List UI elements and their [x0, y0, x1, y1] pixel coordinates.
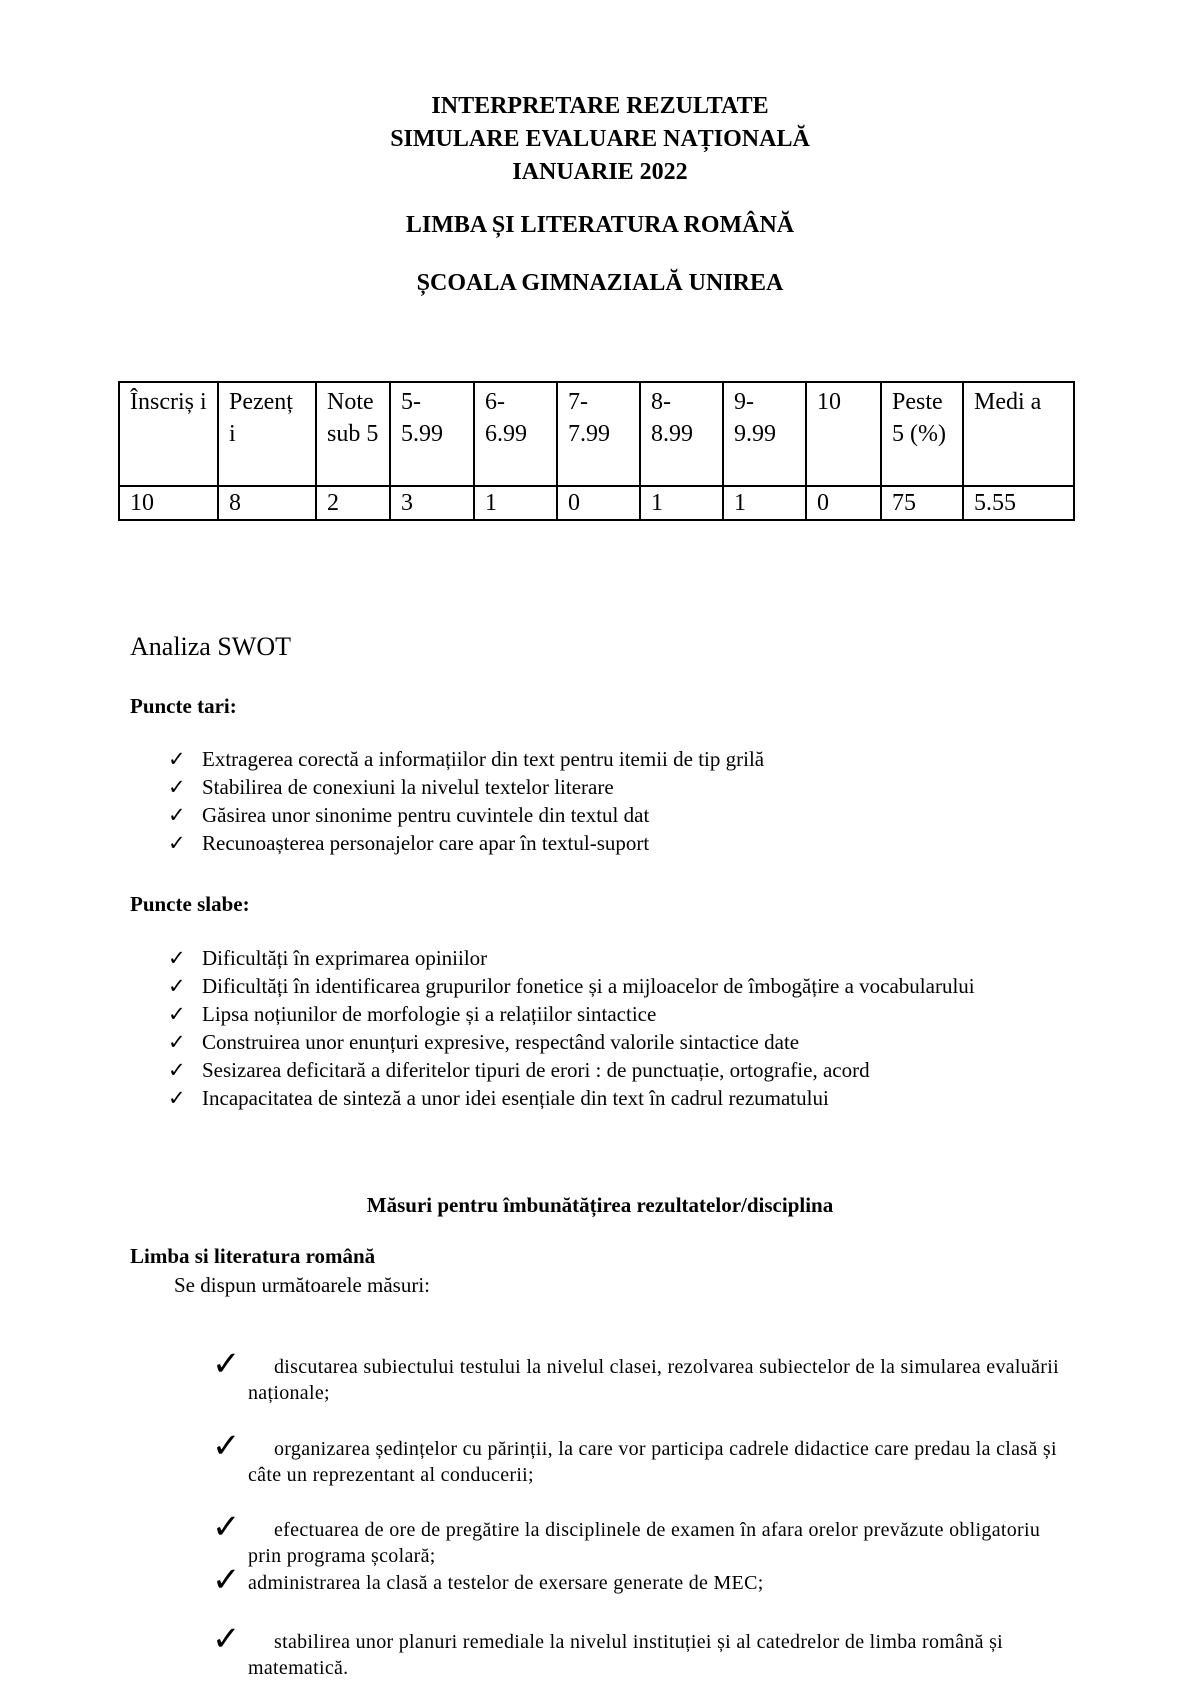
table-values-row — [119, 486, 1074, 520]
measure-text: administrarea la clasă a testelor de exersare generate de MEC; — [248, 1572, 764, 1594]
list-item-text: Stabilirea de conexiuni la nivelul textelor literare — [202, 775, 614, 799]
header-cell: Note sub 5 — [316, 382, 390, 486]
value-cell: 10 — [119, 486, 218, 520]
check-icon: ✓ — [212, 1621, 241, 1658]
check-icon: ✓ — [168, 831, 186, 855]
check-icon: ✓ — [168, 974, 186, 998]
document-title — [0, 90, 1200, 189]
measure-text: stabilirea unor planuri remediale la nivelul instituției și al catedrelor de limba română și matematică. — [248, 1631, 1004, 1679]
measure-item — [212, 1562, 1072, 1599]
header-cell: 9- 9.99 — [723, 382, 806, 486]
header-cell: 5- 5.99 — [390, 382, 474, 486]
title-line-1: INTERPRETARE REZULTATE — [431, 93, 769, 119]
check-icon: ✓ — [212, 1509, 241, 1546]
measure-item — [212, 1621, 1072, 1681]
list-item — [168, 1084, 988, 1112]
measure-text: discutarea subiectului testului la nivelul clasei, rezolvarea subiectelor de la simularea evaluării naționale; — [248, 1356, 1059, 1404]
check-icon: ✓ — [212, 1346, 241, 1383]
check-icon: ✓ — [168, 1086, 186, 1110]
value-cell: 2 — [316, 486, 390, 520]
list-item-text: Sesizarea deficitară a diferitelor tipuri de erori : de punctuație, ortografie, acord — [202, 1058, 870, 1082]
list-item — [168, 773, 1088, 801]
header-cell: 8- 8.99 — [640, 382, 723, 486]
check-icon: ✓ — [168, 775, 186, 799]
check-icon: ✓ — [168, 1058, 186, 1082]
measure-item — [212, 1509, 1072, 1569]
title-line-2: SIMULARE EVALUARE NAȚIONALĂ — [390, 126, 810, 152]
check-icon: ✓ — [212, 1428, 241, 1465]
list-item-text: Incapacitatea de sinteză a unor idei esențiale din text în cadrul rezumatului — [202, 1086, 829, 1110]
measures-subject: Limba si literatura română — [130, 1244, 376, 1268]
header-cell: 10 — [806, 382, 881, 486]
value-cell: 0 — [806, 486, 881, 520]
check-icon: ✓ — [168, 803, 186, 827]
value-cell: 0 — [557, 486, 640, 520]
weaknesses-heading: Puncte slabe: — [130, 892, 250, 916]
list-item — [168, 829, 1088, 857]
check-icon: ✓ — [168, 1002, 186, 1026]
strengths-list — [168, 745, 1088, 857]
list-item-text: Dificultăți în identificarea grupurilor fonetice și a mijloacelor de îmbogățire a vocabularului — [202, 974, 975, 998]
header-cell: Înscriș i — [119, 382, 218, 486]
strengths-heading: Puncte tari: — [130, 694, 237, 718]
list-item-text: Găsirea unor sinonime pentru cuvintele din textul dat — [202, 803, 650, 827]
list-item-text: Recunoașterea personajelor care apar în textul-suport — [202, 831, 650, 855]
check-icon: ✓ — [168, 747, 186, 771]
value-cell: 5.55 — [963, 486, 1074, 520]
table-header-row — [119, 382, 1074, 486]
list-item-text: Construirea unor enunțuri expresive, respectând valorile sintactice date — [202, 1030, 800, 1054]
school-title: ȘCOALA GIMNAZIALĂ UNIREA — [416, 270, 784, 296]
weaknesses-list — [168, 944, 988, 1112]
header-cell: 7- 7.99 — [557, 382, 640, 486]
header-cell: Peste 5 (%) — [881, 382, 963, 486]
value-cell: 75 — [881, 486, 963, 520]
header-cell: Medi a — [963, 382, 1074, 486]
list-item — [168, 745, 1088, 773]
measure-item — [212, 1428, 1072, 1488]
measure-text: efectuarea de ore de pregătire la disciplinele de examen în afara orelor prevăzute obligatoriu prin programa școlară; — [248, 1519, 1041, 1567]
list-item — [168, 1028, 988, 1056]
header-cell: Pezenț i — [218, 382, 316, 486]
measures-title: Măsuri pentru îmbunătățirea rezultatelor/disciplina — [366, 1193, 834, 1217]
list-item-text: Lipsa noțiunilor de morfologie și a relațiilor sintactice — [202, 1002, 657, 1026]
measures-intro: Se dispun următoarele măsuri: — [174, 1273, 431, 1297]
list-item — [168, 972, 988, 1000]
measure-item — [212, 1346, 1072, 1406]
list-item — [168, 1000, 988, 1028]
subject-title: LIMBA ȘI LITERATURA ROMÂNĂ — [405, 212, 795, 238]
value-cell: 3 — [390, 486, 474, 520]
list-item-text: Extragerea corectă a informațiilor din text pentru itemii de tip grilă — [202, 747, 765, 771]
value-cell: 1 — [723, 486, 806, 520]
check-icon: ✓ — [168, 1030, 186, 1054]
value-cell: 1 — [640, 486, 723, 520]
results-table — [118, 381, 1075, 521]
list-item — [168, 944, 988, 972]
header-cell: 6- 6.99 — [474, 382, 557, 486]
measure-text: organizarea ședințelor cu părinții, la care vor participa cadrele didactice care predau la clasă și câte un reprezentant al conducerii; — [248, 1438, 1057, 1486]
title-line-3: IANUARIE 2022 — [512, 159, 688, 185]
list-item — [168, 1056, 988, 1084]
value-cell: 1 — [474, 486, 557, 520]
swot-title: Analiza SWOT — [130, 632, 292, 661]
value-cell: 8 — [218, 486, 316, 520]
check-icon: ✓ — [168, 946, 186, 970]
list-item-text: Dificultăți în exprimarea opiniilor — [202, 946, 488, 970]
list-item — [168, 801, 1088, 829]
check-icon: ✓ — [212, 1562, 241, 1599]
